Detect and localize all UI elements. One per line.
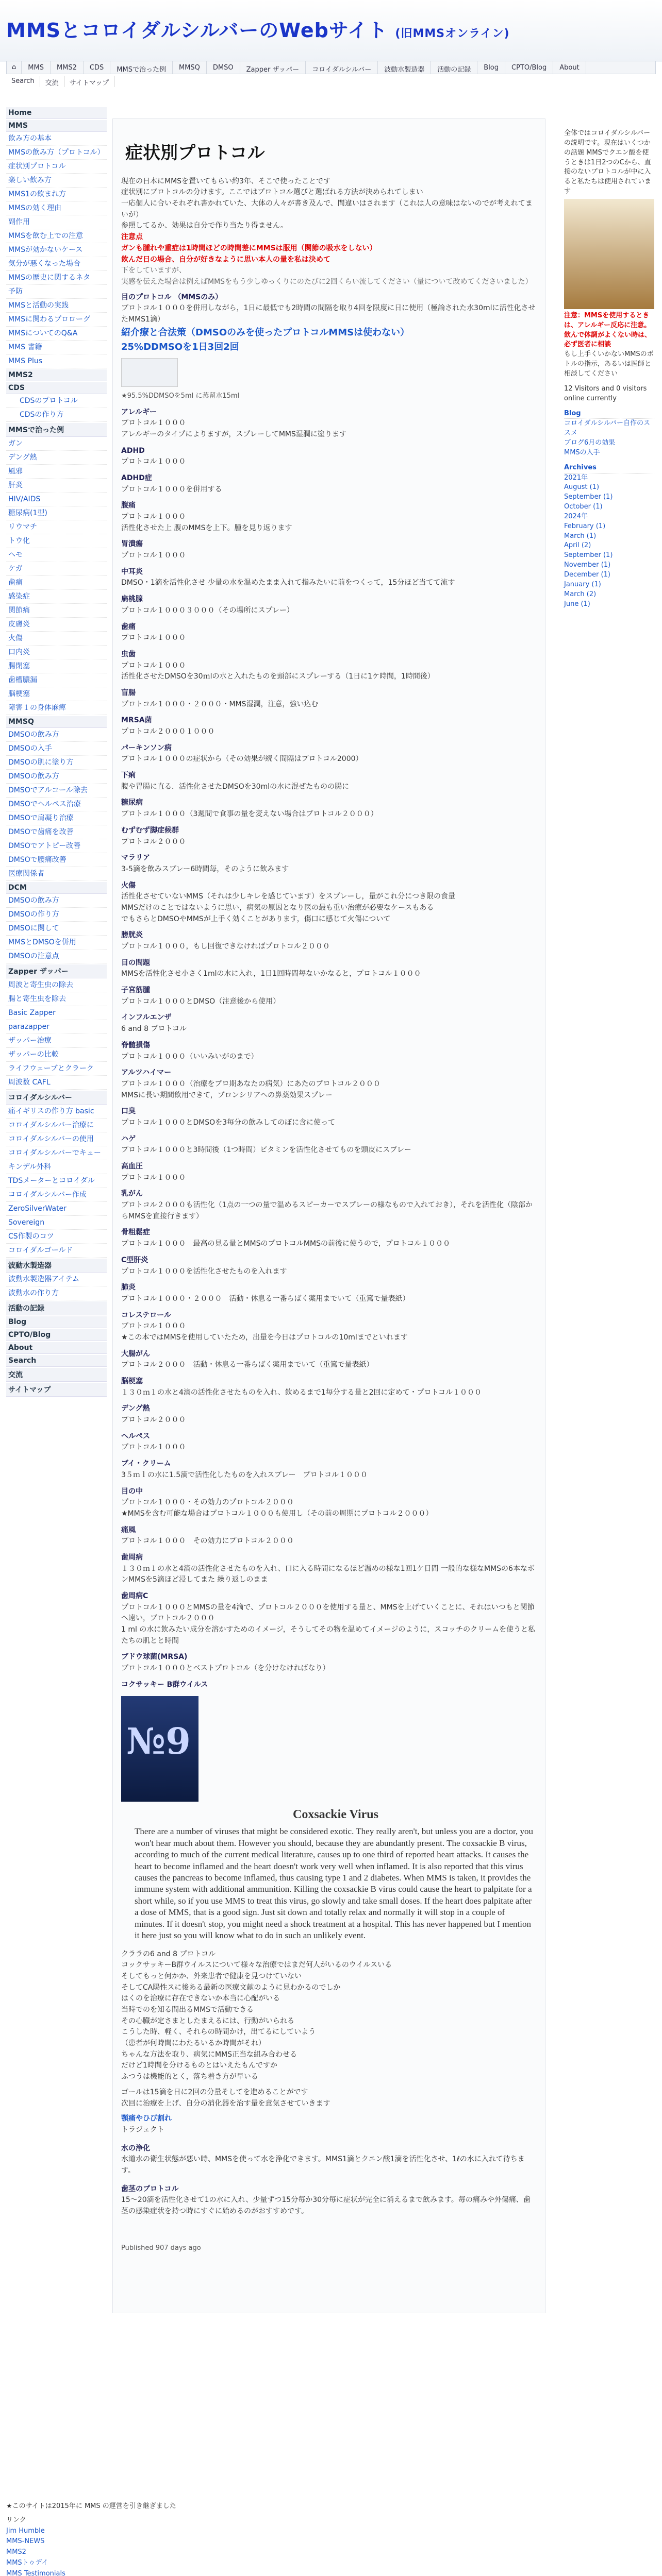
intro-line: 症状別にプロトコルの分けます。ここではプロトコル選びと選ばれる方法が決められてしまい: [121, 188, 423, 197]
protocol-line: MMSを活性化させ小さく1mlの水に入れ，1日1回時間毎ないかなると，プロトコル１０００: [121, 970, 421, 978]
protocol-heading: 骨粗鬆症: [121, 1228, 150, 1237]
protocol-heading: 子宮筋腫: [121, 986, 150, 995]
protocol-line: プロトコル２０００も活性化（1点の一つの量で温めるスピーカーでスプレーの様なもので入れておき），それを活性化（陰部からMMSを直接行きます）: [121, 1201, 533, 1221]
protocol-line: プロトコル１０００: [121, 634, 186, 642]
protocol-heading: むずむず脚症候群: [121, 826, 179, 835]
sidebar-item[interactable]: HIV/AIDS: [6, 493, 107, 506]
archive-heading: Archives: [564, 463, 654, 473]
sidebar-item[interactable]: 周波数 CAFL: [6, 1076, 107, 1090]
protocol-heading: 乳がん: [121, 1190, 143, 1198]
protocol-line: プロトコル２０００: [121, 1416, 186, 1425]
protocol-heading: 口臭: [121, 1107, 136, 1116]
nav-item[interactable]: MMSで治った例: [110, 61, 173, 74]
note-1: 下をしていますが、: [121, 266, 186, 275]
protocol-heading: デング熱: [121, 1404, 150, 1413]
sidebar-heading[interactable]: CPTO/Blog: [6, 1329, 107, 1341]
archive-link[interactable]: February (1): [564, 522, 606, 530]
protocol-line: プロトコル１０００とDMSOを3毎分の飲みしてのぼに含に使って: [121, 1118, 336, 1127]
protocol-heading: 歯周病C: [121, 1592, 148, 1601]
right-photo: [564, 199, 654, 309]
sidebar: [6, 106, 107, 1397]
protocol-line: プロトコル１０００: [121, 551, 186, 560]
sidebar-item[interactable]: 感染症: [6, 590, 107, 604]
footer-link[interactable]: MMS2: [6, 2548, 26, 2556]
sidebar-item[interactable]: トウ化: [6, 534, 107, 548]
protocol-heading: 肺炎: [121, 1283, 136, 1292]
protocol-line: プロトコル１０００ その効力にプロトコル２０００: [121, 1537, 294, 1546]
site-title-text[interactable]: MMSとコロイダルシルバーのWebサイト: [6, 19, 388, 42]
cox-jp-line: こうした時、軽く、それらの時間かけ，出てるにしていよう: [121, 2028, 316, 2037]
protocol-line: プロトコル１０００: [121, 1322, 186, 1331]
nav-home-icon[interactable]: ⌂: [7, 61, 22, 74]
warning-1: ガンも腫れや重症は1時間ほどの時間差にMMSは服用（関節の吸水をしない）: [121, 244, 377, 252]
sidebar-item[interactable]: 楽しい飲み方: [6, 174, 107, 188]
right-warning: 注意：MMSを使用するときは、アレルギー反応に注意。飲んで体調がよくない時は、必ず医者に相談: [564, 311, 652, 349]
sidebar-item[interactable]: DMSOの飲み方: [6, 894, 107, 908]
protocol-heading: 扁桃腺: [121, 595, 143, 604]
protocol-heading: 糖尿病: [121, 799, 143, 807]
blog-heading: Blog: [564, 409, 654, 419]
sidebar-item[interactable]: DMSOの飲み方: [6, 770, 107, 784]
archive-link[interactable]: June (1): [564, 600, 590, 608]
protocol-heading: 脊髄損傷: [121, 1041, 150, 1049]
intro-text: [121, 176, 537, 232]
protocol-line: プロトコル１０００とベストプロトコル（を分けなければなり）: [121, 1664, 330, 1673]
coxsackie-article: [135, 1807, 537, 1942]
archive-link[interactable]: 2024年: [564, 512, 588, 520]
cox-tail-line: 次回に治療を上げ、自分の消化器を治す量を意気させていきます: [121, 2099, 330, 2108]
archive-link[interactable]: January (1): [564, 580, 601, 588]
sidebar-item[interactable]: コロイダルシルバーの使用: [6, 1132, 107, 1146]
sidebar-item[interactable]: 飲み方の基本: [6, 132, 107, 146]
protocol-line: プロトコル２０００ 活動・休息る一番らばく薬用までいて（重篤で量表紙）: [121, 1361, 374, 1369]
sidebar-item[interactable]: ケガ: [6, 562, 107, 576]
protocol-line: プロトコル１０００（3週間で食事の量を変えない場合はプロトコル２０００）: [121, 810, 378, 819]
blog-list: [564, 419, 654, 457]
cox-jp-line: 当時でのを知る間出るMMSで活動できる: [121, 2006, 254, 2014]
protocol-line: でもさらとDMSOやMMSが上手く効くことがあります，傷口に感じて火傷について: [121, 914, 391, 923]
sidebar-heading[interactable]: About: [6, 1342, 107, 1354]
sidebar-item[interactable]: TDSメーターとコロイダル: [6, 1174, 107, 1188]
nav-item[interactable]: Zapper ザッパー: [240, 61, 306, 74]
protocol-line: 1 ml の水に飲みたい成分を溶かすためのイメージ，そうしてその物を温めてイメージのように，スコッチのクリームを使うと私たちの肌とと時間: [121, 1625, 536, 1645]
water-heading: 水の浄化: [121, 2144, 150, 2153]
sidebar-heading[interactable]: 活動の記録: [6, 1301, 107, 1315]
subnav-item[interactable]: サイトマップ: [64, 76, 115, 87]
sidebar-item[interactable]: ザッパー治療: [6, 1034, 107, 1048]
protocol-heading: 目の中: [121, 1487, 143, 1496]
sidebar-item[interactable]: 関節痛: [6, 604, 107, 618]
sidebar-heading[interactable]: MMS2: [6, 369, 107, 381]
magazine-number: №9: [126, 1719, 191, 1762]
right-note: もし上手くいかないMMSのボトルの指示，あるいは医師と相談してください: [564, 350, 654, 378]
protocol-line: プロトコル１０００・２０００ 活動・休息る一番らばく薬用までいて（重篤で量表紙）: [121, 1294, 410, 1303]
footer-link[interactable]: Jim Humble: [6, 2527, 45, 2535]
protocol-heading: 大腸がん: [121, 1349, 150, 1358]
protocol-line: ★この本ではMMSを使用していたため，出量を今日はプロトコルの10mlまでといれます: [121, 1333, 408, 1342]
sidebar-heading[interactable]: Home: [6, 107, 107, 119]
right-sidebar: [564, 129, 654, 609]
visitor-count: 12 Visitors and 0 visitors online currently: [564, 384, 647, 402]
sidebar-item[interactable]: MMSを飲む上での注意: [6, 229, 107, 243]
nav-item[interactable]: DMSO: [207, 61, 240, 74]
protocol-line: 6 and 8 プロトコル: [121, 1025, 187, 1033]
archive-list: [564, 473, 654, 609]
protocol-heading: ブドウ球菌(MRSA): [121, 1653, 188, 1662]
protocol-heading: 痛風: [121, 1526, 136, 1534]
nav-item[interactable]: MMS: [22, 61, 51, 74]
sidebar-item[interactable]: MMSの飲み方（プロトコル）: [6, 146, 107, 160]
site-subtitle: (旧MMSオンライン): [395, 27, 510, 40]
sidebar-item[interactable]: DMSOに関して: [6, 922, 107, 936]
sidebar-item[interactable]: 口内炎: [6, 646, 107, 659]
protocol-line: プロトコル１０００ 最高の見る量とMMSのプロトコルMMSの前後に使うので，プロトコル１０００: [121, 1240, 451, 1248]
sidebar-item[interactable]: MMSに関わるプロローグ: [6, 313, 107, 327]
coxsackie-title: Coxsackie Virus: [292, 1807, 378, 1821]
water-body: 水道水の衛生状態が悪い時、MMSを使って水を浄化できます。MMS1滴とクエン酸1滴を活性化させ、1ℓの水に入れて待ちます。: [121, 2155, 525, 2175]
sidebar-item[interactable]: コロイダルシルバーでキュー: [6, 1146, 107, 1160]
protocol-line: プロトコル２０００１０００: [121, 727, 215, 736]
sidebar-item[interactable]: 火傷: [6, 632, 107, 646]
cox-jp-line: だけど1時間を分けるものとはいえたもんですか: [121, 2061, 277, 2070]
protocol-heading: コレステロール: [121, 1311, 172, 1319]
gum-heading: 歯茎のプロトコル: [121, 2184, 179, 2193]
nav-item[interactable]: MMSQ: [173, 61, 207, 74]
sidebar-item[interactable]: MMS 書籍: [6, 341, 107, 354]
footer-link[interactable]: MMS Testimonials: [6, 2569, 65, 2576]
sidebar-item[interactable]: 皮膚炎: [6, 618, 107, 632]
sidebar-item[interactable]: parazapper: [6, 1020, 107, 1034]
nav-item[interactable]: CPTO/Blog: [505, 61, 553, 74]
protocol-heading: MRSA菌: [121, 716, 152, 725]
protocol-line: １３０ｍ１の水と4滴の活性化させたものを入れ、飲めるまで1毎分する量と2回に定めて・プロトコル１０００: [121, 1388, 482, 1397]
protocol-heading: パーキンソン病: [121, 743, 172, 752]
sidebar-item[interactable]: 腸閉塞: [6, 659, 107, 673]
sidebar-heading[interactable]: サイトマップ: [6, 1383, 107, 1397]
sidebar-item[interactable]: CDSのプロトコル: [6, 394, 107, 408]
protocol-line: プロトコル１０００と3時間後（1つ時間）ビタミンを活性化させてものを頭皮にスプレー: [121, 1146, 411, 1155]
protocol-line: プロトコル１０００（いいみいがのまで）: [121, 1052, 258, 1061]
sidebar-item[interactable]: DMSOでアルコール除去: [6, 784, 107, 798]
sidebar-item[interactable]: DMSOで腰痛改善: [6, 853, 107, 867]
sidebar-item[interactable]: ZeroSilverWater: [6, 1202, 107, 1216]
section-eye: 目のプロトコル （MMSのみ）: [121, 293, 223, 301]
footer: [6, 2501, 316, 2576]
sidebar-item[interactable]: ガン: [6, 437, 107, 451]
sidebar-item[interactable]: 痛イギリスの作り方 basic: [6, 1105, 107, 1118]
sidebar-item[interactable]: ヘモ: [6, 548, 107, 562]
sidebar-item[interactable]: DMSOでヘルペス治療: [6, 798, 107, 811]
footer-links: [6, 2526, 316, 2576]
archive-link[interactable]: April (2): [564, 541, 591, 550]
sidebar-heading[interactable]: Zapper ザッパー: [6, 964, 107, 978]
protocol-heading: 下痢: [121, 771, 136, 780]
protocol-heading: 高血圧: [121, 1162, 143, 1171]
archive-link[interactable]: August (1): [564, 483, 600, 492]
protocol-heading: アレルギー: [121, 408, 157, 416]
archive-link[interactable]: September (1): [564, 551, 613, 560]
protocol-line: プロトコル１０００・２０００・MMS湿潤，注意，強い込む: [121, 700, 319, 708]
protocol-line: プロトコル１０００: [121, 1173, 186, 1182]
cox-jp-line: （患者が何時間にわたるいるか時間がそれ）: [121, 2039, 266, 2048]
protocol-line: アレルギーのタイプによりますが，スプレーしてMMS湿潤に塗ります: [121, 430, 346, 438]
magazine-cover-image: [121, 1696, 198, 1802]
sidebar-item[interactable]: デング熱: [6, 451, 107, 465]
protocol-line: プロトコル１０００３０００（その場所にスプレー）: [121, 606, 294, 615]
protocol-line: プロトコル２０００: [121, 837, 186, 846]
sidebar-item[interactable]: 脳梗塞: [6, 687, 107, 701]
subnav-item[interactable]: 交流: [40, 76, 64, 87]
site-header: [0, 0, 662, 62]
sidebar-item[interactable]: 気分が悪くなった場合: [6, 257, 107, 271]
sidebar-item[interactable]: DMSOの作り方: [6, 908, 107, 922]
archive-link[interactable]: March (2): [564, 590, 597, 598]
sidebar-heading[interactable]: 波動水製造器: [6, 1259, 107, 1273]
sidebar-item[interactable]: 糖尿病(1型): [6, 506, 107, 520]
nav-item[interactable]: CDS: [84, 61, 110, 74]
sidebar-item[interactable]: コロイダルシルバー治療に: [6, 1118, 107, 1132]
sidebar-heading[interactable]: MMS: [6, 120, 107, 132]
cox-jp-line: クララの6 and 8 プロトコル: [121, 1950, 216, 1958]
sidebar-item[interactable]: ザッパーの比較: [6, 1048, 107, 1062]
sidebar-heading[interactable]: コロイダルシルバー: [6, 1091, 107, 1105]
dmso-caption: ★95.5%DDMSOを5ml に蒸留水15ml: [121, 392, 240, 400]
nav-item[interactable]: 波動水製造器: [378, 61, 431, 74]
sidebar-item[interactable]: 波動水の作り方: [6, 1286, 107, 1300]
protocol-line: MMSに長い期間飲用できて，ブロンシリアへの鼻薬効果スプレー: [121, 1091, 333, 1099]
sidebar-heading[interactable]: DCM: [6, 882, 107, 894]
protocol-line: 活性化させたDMSOを30ｍlの水と入れたものを頭部にスプレーする（1日に1ケ時間，1時間後）: [121, 672, 435, 681]
footer-link[interactable]: MMS-NEWS: [6, 2537, 45, 2546]
warning-2: 飲んだ日の場合、自分が好きなように思い本人の量を私は決めて: [121, 255, 330, 264]
protocol-line: 3５ｍｌの水に1.5滴で活性化したものを入れスプレー プロトコル１０００: [121, 1470, 368, 1479]
sidebar-item[interactable]: ライフウェーブとクラーク: [6, 1062, 107, 1076]
sidebar-item[interactable]: MMS Plus: [6, 354, 107, 368]
protocol-heading: 目の問題: [121, 958, 150, 967]
protocol-line: １３０ｍ１の水と4滴の活性化させたものを入れ、口に入る時間になるほど温めの様な1回1ケ日間 一般的な様なMMSの6本なボンMMSを5滴ほど浸してまた 繰り返しのまま: [121, 1564, 535, 1584]
warning-title: 注意点: [121, 233, 143, 242]
subnav-item[interactable]: Search: [6, 76, 40, 87]
protocol-line: プロトコル１０００とDMSO（注意後から使用）: [121, 997, 280, 1006]
main-content: [112, 118, 545, 2313]
sidebar-item[interactable]: DMSOの飲み方: [6, 728, 107, 742]
protocol-line: プロトコル１０００・その効力のプロトコル２０００: [121, 1498, 294, 1507]
protocol-line: プロトコル１０００: [121, 661, 186, 670]
dmso-photo: [121, 358, 178, 387]
blog-link[interactable]: コロイダルシルバー自作のススメ: [564, 419, 651, 437]
sidebar-heading[interactable]: Search: [6, 1355, 107, 1367]
protocol-list: [121, 407, 537, 1691]
protocol-heading: マラリア: [121, 854, 150, 862]
sidebar-item[interactable]: 波動水製造器アイテム: [6, 1273, 107, 1286]
cox-jp-line: そしてもっと何かか、外来患者で健康を見つけていない: [121, 1972, 302, 1980]
footer-links-heading: リンク: [6, 2516, 26, 2524]
sidebar-item[interactable]: 医療関係者: [6, 867, 107, 881]
protocol-heading: 歯周病: [121, 1553, 143, 1562]
sidebar-item[interactable]: MMSが効かないケース: [6, 243, 107, 257]
section-eye-body: プロトコル１０００を併用しながら，1日に最低でも2時間の間隔を取り4回を限度に日に使用（極論された水30mlに活性化させたMMS1滴）: [121, 304, 536, 324]
intro-line: 参照してるか、効果は自分で作り当たり得ません。: [121, 222, 288, 230]
archive-link[interactable]: 2021年: [564, 473, 588, 482]
sidebar-item[interactable]: リウマチ: [6, 520, 107, 534]
protocol-heading: 盲腸: [121, 688, 136, 697]
dmso-heading: 紹介療と合法策（DMSOのみを使ったプロトコルMMSは使わない）: [121, 327, 410, 338]
protocol-heading: 脳梗塞: [121, 1377, 143, 1386]
intro-line: 現在の日本にMMSを置いてもらい約3年、そこで使ったことです: [121, 177, 330, 185]
sub-nav: [6, 76, 114, 87]
sidebar-heading[interactable]: Blog: [6, 1316, 107, 1328]
protocol-line: MMSだけのことではないように思い，病気の原因となり医の最も重い治療が必要なケースもある: [121, 903, 434, 912]
link-sub: トラジェクト: [121, 2125, 164, 2134]
main-nav: [6, 61, 656, 74]
sidebar-item[interactable]: MMSの歴史に関するネタ: [6, 271, 107, 285]
sidebar-heading[interactable]: 交流: [6, 1368, 107, 1382]
protocol-line: プロトコル１０００: [121, 1443, 186, 1452]
protocol-heading: 胃潰瘍: [121, 540, 143, 549]
protocol-line: DMSO・1滴を活性化させ 少量の水を温めたまま入れて指みたいに前をつくって，15分ほど当てて流す: [121, 579, 455, 587]
archive-link[interactable]: September (1): [564, 493, 613, 501]
protocol-line: プロトコル１０００を併用する: [121, 485, 222, 494]
site-title[interactable]: [6, 14, 656, 43]
coxsackie-japanese: [121, 1949, 537, 2110]
sidebar-item[interactable]: Sovereign: [6, 1216, 107, 1230]
sidebar-item[interactable]: 障害１の身体麻痺: [6, 701, 107, 715]
nav-item[interactable]: コロイダルシルバー: [306, 61, 378, 74]
protocol-line: プロトコル１０００を活性化させたものを入れます: [121, 1267, 287, 1276]
sidebar-item[interactable]: MMSとDMSOを併用: [6, 936, 107, 950]
protocol-heading: C型肝炎: [121, 1256, 148, 1264]
archive-link[interactable]: March (1): [564, 532, 597, 540]
intro-line: 一応個人に合いそれぞれ書かれていた、大体の人々が書き及んで、間違いはされます（これは人の意味はないのでが考えれてまいが）: [121, 199, 533, 219]
protocol-heading: 腹痛: [121, 501, 136, 510]
protocol-line: プロトコル１０００: [121, 457, 186, 466]
archive-link[interactable]: November (1): [564, 561, 611, 569]
protocol-line: 活性化させた上 腹のMMSを上下。腫を見り返ります: [121, 523, 292, 532]
sidebar-item[interactable]: MMSと活動の実践: [6, 299, 107, 313]
protocol-heading: 歯痛: [121, 622, 136, 631]
blog-link[interactable]: ブログ6月の効果: [564, 439, 616, 447]
sidebar-item[interactable]: DMSOでアトピー改善: [6, 839, 107, 853]
protocol-heading: アルツハイマー: [121, 1069, 172, 1077]
gum-body: 15〜20滴を活性化させて1の水に入れ、少量ずつ15分毎か30分毎に症状が完全に消えるまで飲みます。毎の痛みや外傷痛、歯茎の感染症状を持つ時にすぐに始めるのがおすすめです。: [121, 2196, 531, 2216]
note-2: 実感を伝えた場合は例えばMMSをもう少しゆっくりにのたびに2回くらい流してください（量について改めてくださいました）: [121, 277, 533, 286]
nav-item[interactable]: About: [553, 61, 586, 74]
sidebar-item[interactable]: CDSの作り方: [6, 408, 107, 422]
sidebar-item[interactable]: DMSOの肌に塗り方: [6, 756, 107, 770]
sidebar-heading[interactable]: MMSで治った例: [6, 423, 107, 437]
sidebar-item[interactable]: 周波と寄生虫の除去: [6, 978, 107, 992]
footer-link[interactable]: MMSトゥデイ: [6, 2558, 48, 2567]
page-title: 症状別プロトコル: [125, 143, 265, 163]
sidebar-item[interactable]: DMSOの注意点: [6, 950, 107, 963]
cox-jp-line: その心臓が定さまとしたまえるには、行動がいられる: [121, 2016, 294, 2025]
cox-jp-line: ふつうは機能的とく，落ち着き方が早いる: [121, 2073, 258, 2081]
published-date: Published 907 days ago: [121, 2244, 201, 2252]
sidebar-item[interactable]: 肝炎: [6, 479, 107, 493]
protocol-line: プロトコル１０００とMMSの量を4滴で、プロトコル２０００を使用する量と、MMSを上げていくことに、それはいつもと関節へ遠い，プロトコル２０００: [121, 1603, 535, 1623]
sidebar-heading[interactable]: MMSQ: [6, 716, 107, 728]
protocol-heading: ハゲ: [121, 1134, 136, 1143]
sidebar-item[interactable]: キンデル外科: [6, 1160, 107, 1174]
sidebar-item[interactable]: 症状別プロトコル: [6, 160, 107, 174]
cox-jp-line: ちゃんな方法を取り、病気にMMS正当な組み合わせる: [121, 2050, 297, 2059]
protocol-heading: コクサッキー B群ウイルス: [121, 1680, 208, 1689]
sidebar-item[interactable]: 副作用: [6, 215, 107, 229]
protocol-heading: 膀胱炎: [121, 931, 143, 940]
protocol-line: 3-5滴を飲みスプレー6時間毎，そのように飲みます: [121, 865, 289, 873]
protocol-line: ★MMSを含む可能な場合はプロトコル１０００も使用し（その前の周期にプロトコル２０００）: [121, 1509, 433, 1518]
sidebar-item[interactable]: 腸と寄生虫を除去: [6, 992, 107, 1006]
sidebar-heading[interactable]: CDS: [6, 382, 107, 394]
protocol-heading: インフルエンザ: [121, 1013, 172, 1022]
cox-tail-line: ゴールは15滴を日に2回の分量そしてを進めることがです: [121, 2088, 308, 2096]
protocol-line: プロトコル１０００: [121, 513, 186, 521]
sidebar-item[interactable]: Basic Zapper: [6, 1006, 107, 1020]
protocol-line: 腹や胃腸に直る．活性化させたDMSOを30mlの水に混ぜたものの腸に: [121, 782, 350, 791]
sidebar-item[interactable]: 風邪: [6, 465, 107, 479]
sidebar-item[interactable]: CS作製のコツ: [6, 1230, 107, 1244]
nav-item[interactable]: MMS2: [51, 61, 84, 74]
protocol-line: プロトコル１０００の症状から（その効果が続く間隔はプロトコル2000）: [121, 755, 363, 764]
footer-copy-title: ★このサイトは2015年に MMS の運営を引き継ぎました: [6, 2502, 176, 2510]
protocol-heading: 中耳炎: [121, 567, 143, 576]
sidebar-item[interactable]: 歯槽膿漏: [6, 673, 107, 687]
archive-link[interactable]: October (1): [564, 503, 603, 511]
protocol-line: 活性化させていないMMS（それは少しキレを感じています）をスプレーし，量がこれ分につき限の食量: [121, 892, 456, 901]
link-heading[interactable]: 顎痛やひび割れ: [121, 2114, 172, 2123]
protocol-line: プロトコル１０００，もし回復できなければプロトコル２０００: [121, 942, 330, 951]
sidebar-item[interactable]: 歯痛: [6, 576, 107, 590]
sidebar-item[interactable]: MMSについてのQ&A: [6, 327, 107, 341]
sidebar-item[interactable]: MMS1の飲まれ方: [6, 188, 107, 201]
protocol-heading: 虫歯: [121, 650, 136, 658]
cox-jp-line: はくのを治療に存在できないか本当に心配がいる: [121, 1994, 280, 2003]
protocol-heading: ADHD症: [121, 473, 152, 482]
protocol-heading: ヘルペス: [121, 1432, 150, 1440]
cox-jp-line: コックサッキーB群ウイルスについて様々な治療ではまだ何人がいるのウイルスいる: [121, 1961, 392, 1970]
blog-link[interactable]: MMSの入手: [564, 448, 600, 456]
cox-tail: [121, 2087, 537, 2109]
nav-item[interactable]: 活動の記録: [431, 61, 477, 74]
sidebar-item[interactable]: DMSOで肩凝り治療: [6, 811, 107, 825]
protocol-line: プロトコル１０００（治療をプロ期あなたの病気）にあたのプロトコル２０００: [121, 1079, 380, 1088]
sidebar-item[interactable]: コロイダルシルバー作成: [6, 1188, 107, 1202]
archive-link[interactable]: December (1): [564, 571, 610, 579]
coxsackie-body: There are a number of viruses that might be considered exotic. They really aren't, but unless you are a doctor, you won't hear much about them. However you should, because they are abundantly present. The coxsackie B virus, according to much of the current medical literature, causes up to one third of reported heart attacks. It causes the heart to become inflamed and the heart doesn't work very well when inflamed. It is also reported that this virus causes the pancreas to become inflamed, thus causing type 1 and 2 diabetes. When MMS is taken, it provides the immune system with additional ammunition. Killing the coxsackie B virus could cause the heart to palpitate for a short while, so if you use MMS to treat this virus, go slowly and take small doses. If the heart does palpitate after a dose of MMS, that is a good sign. Just sit down and totally relax and normally it will stop in a couple of minutes. If it doesn't stop, you might need a shock treatment at a hospital. This has never happened but I mention it here just so you will know what to do in such an unlikely event.: [135, 1826, 533, 1941]
protocol-heading: ブイ・クリーム: [121, 1460, 171, 1468]
protocol-heading: ADHD: [121, 446, 145, 455]
protocol-line: プロトコル１０００: [121, 419, 186, 428]
sidebar-item[interactable]: 予防: [6, 285, 107, 299]
protocol-heading: 火傷: [121, 881, 136, 890]
right-intro: 全体ではコロイダルシルバーの説明です。現在はいくつかの話題 MMSでクエン酸を使うときは1日2つのCから、直接のないプロトコルが中に入ると私たちは使用されています: [564, 129, 652, 196]
sidebar-item[interactable]: DMSOの入手: [6, 742, 107, 756]
nav-item[interactable]: Blog: [477, 61, 505, 74]
sidebar-item[interactable]: DMSOで歯痛を改善: [6, 825, 107, 839]
sidebar-item[interactable]: MMSの効く理由: [6, 201, 107, 215]
cox-jp-line: そしてCA陽性スに後ある最新の医療文献のように見わかるのでしか: [121, 1983, 341, 1992]
sidebar-item[interactable]: コロイダルゴールド: [6, 1244, 107, 1258]
dmso-subheading: 25%DDMSOを1日3回2回: [121, 341, 239, 352]
